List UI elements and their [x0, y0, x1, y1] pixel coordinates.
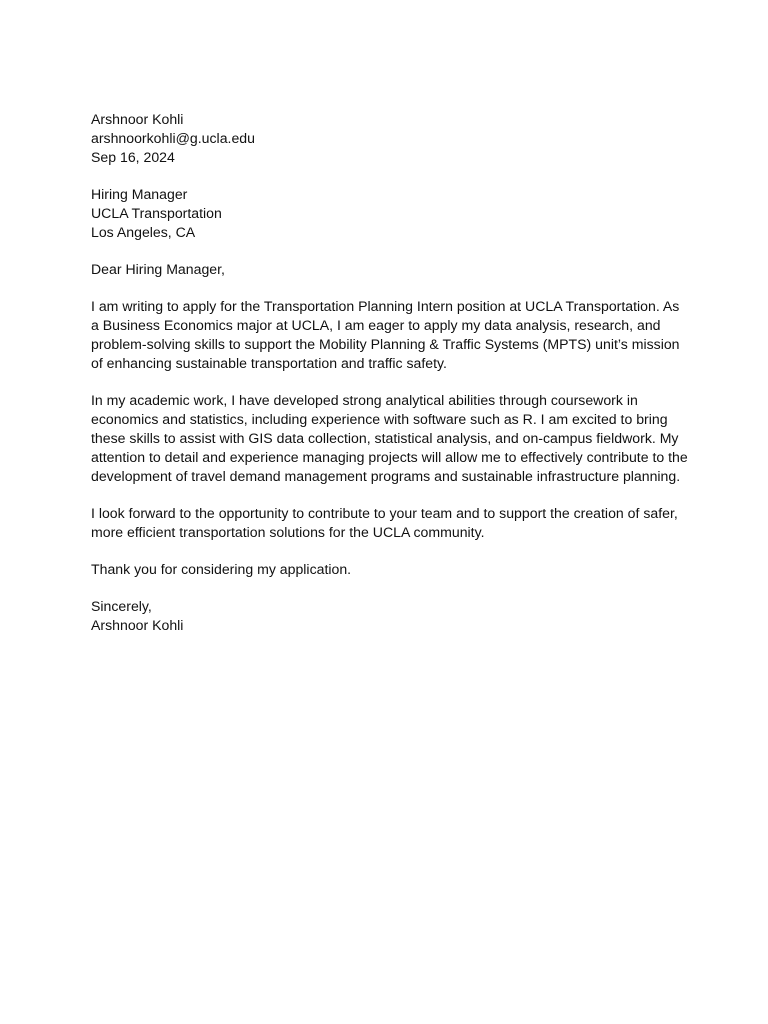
paragraph-line: Thank you for considering my application. — [91, 561, 352, 577]
paragraph-line: attention to detail and experience managing projects will allow me to effectively contribute to the — [91, 449, 688, 465]
paragraph-line: more efficient transportation solutions for the UCLA community. — [91, 524, 485, 540]
cover-letter — [91, 110, 691, 653]
sender-block — [91, 110, 691, 167]
recipient-organization: UCLA Transportation — [91, 205, 222, 221]
closing-block — [91, 597, 691, 635]
valediction: Sincerely, — [91, 598, 152, 614]
body-paragraph-1 — [91, 297, 691, 373]
paragraph-line: development of travel demand management programs and sustainable infrastructure planning. — [91, 468, 681, 484]
paragraph-line: of enhancing sustainable transportation and traffic safety. — [91, 355, 447, 371]
paragraph-line: In my academic work, I have developed strong analytical abilities through coursework in — [91, 392, 638, 408]
salutation-text: Dear Hiring Manager, — [91, 261, 225, 277]
body-paragraph-3 — [91, 504, 691, 542]
paragraph-line: I am writing to apply for the Transportation Planning Intern position at UCLA Transportation. As — [91, 298, 680, 314]
recipient-title: Hiring Manager — [91, 186, 188, 202]
signature-name: Arshnoor Kohli — [91, 617, 184, 633]
paragraph-line: I look forward to the opportunity to contribute to your team and to support the creation of safer, — [91, 505, 678, 521]
recipient-block — [91, 185, 691, 242]
body-paragraph-4 — [91, 560, 691, 579]
body-paragraph-2 — [91, 391, 691, 486]
paragraph-line: economics and statistics, including experience with software such as R. I am excited to bring — [91, 411, 668, 427]
paragraph-line: problem-solving skills to support the Mobility Planning & Traffic Systems (MPTS) unit’s mission — [91, 336, 680, 352]
salutation — [91, 260, 691, 279]
sender-name: Arshnoor Kohli — [91, 111, 184, 127]
paragraph-line: these skills to assist with GIS data collection, statistical analysis, and on-campus fieldwork. My — [91, 430, 679, 446]
paragraph-line: a Business Economics major at UCLA, I am eager to apply my data analysis, research, and — [91, 317, 661, 333]
recipient-location: Los Angeles, CA — [91, 224, 196, 240]
sender-email: arshnoorkohli@g.ucla.edu — [91, 130, 255, 146]
letter-date: Sep 16, 2024 — [91, 149, 175, 165]
